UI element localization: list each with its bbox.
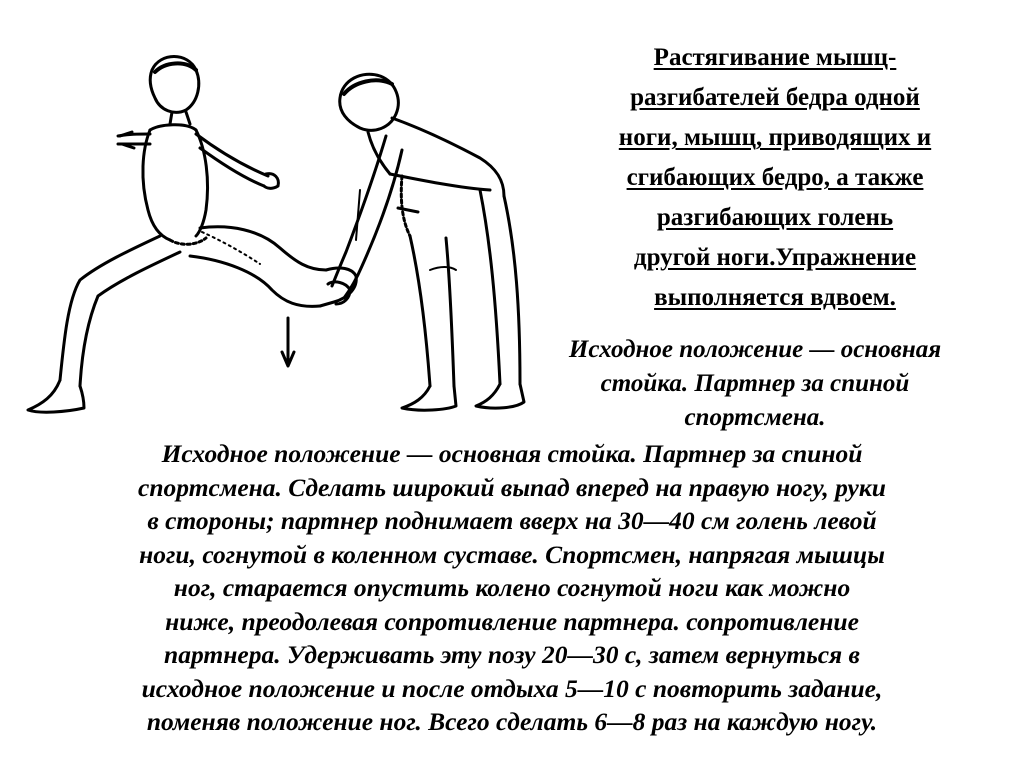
title-line: другой ноги.Упражнение [633,244,917,271]
subtitle-line: стойка. Партнер за спиной [600,370,910,397]
description-line: партнера. Удерживать эту позу 20—30 с, затем вернуться в [164,640,860,669]
title-line: Растягивание мышц- [653,44,897,71]
title-line: разгибающих голень [656,204,894,231]
description-line: Исходное положение — основная стойка. Партнер за спиной [161,439,863,468]
title-line: сгибающих бедро, а также [626,164,924,191]
title-line: разгибателей бедра одной [630,84,920,111]
subtitle-line: Исходное положение — основная [568,336,942,363]
subtitle-line: спортсмена. [684,404,826,431]
athlete-figure [28,57,356,413]
title-line: выполняется вдвоем. [654,284,896,311]
description-line: в стороны; партнер поднимает вверх на 30—40 см голень левой [147,506,877,535]
description-line: ниже, преодолевая сопротивление партнера. сопротивление [165,606,859,636]
title-line: ноги, мышц, приводящих и [618,124,932,151]
description-line: исходное положение и после отдыха 5—10 с повторить задание, [141,673,883,703]
exercise-illustration [10,40,530,430]
exercise-title [540,38,1010,318]
description-line: ног, старается опустить колено согнутой ноги как можно [173,573,851,602]
description-line: поменяв положение ног. Всего сделать 6—8 раз на каждую ногу. [146,707,878,736]
description-line: ноги, согнутой в коленном суставе. Спортсмен, напрягая мышцы [139,539,885,569]
starting-position-caption [490,333,1020,435]
exercise-description [4,437,1020,739]
description-line: спортсмена. Сделать широкий выпад вперед на правую ногу, руки [138,472,886,502]
